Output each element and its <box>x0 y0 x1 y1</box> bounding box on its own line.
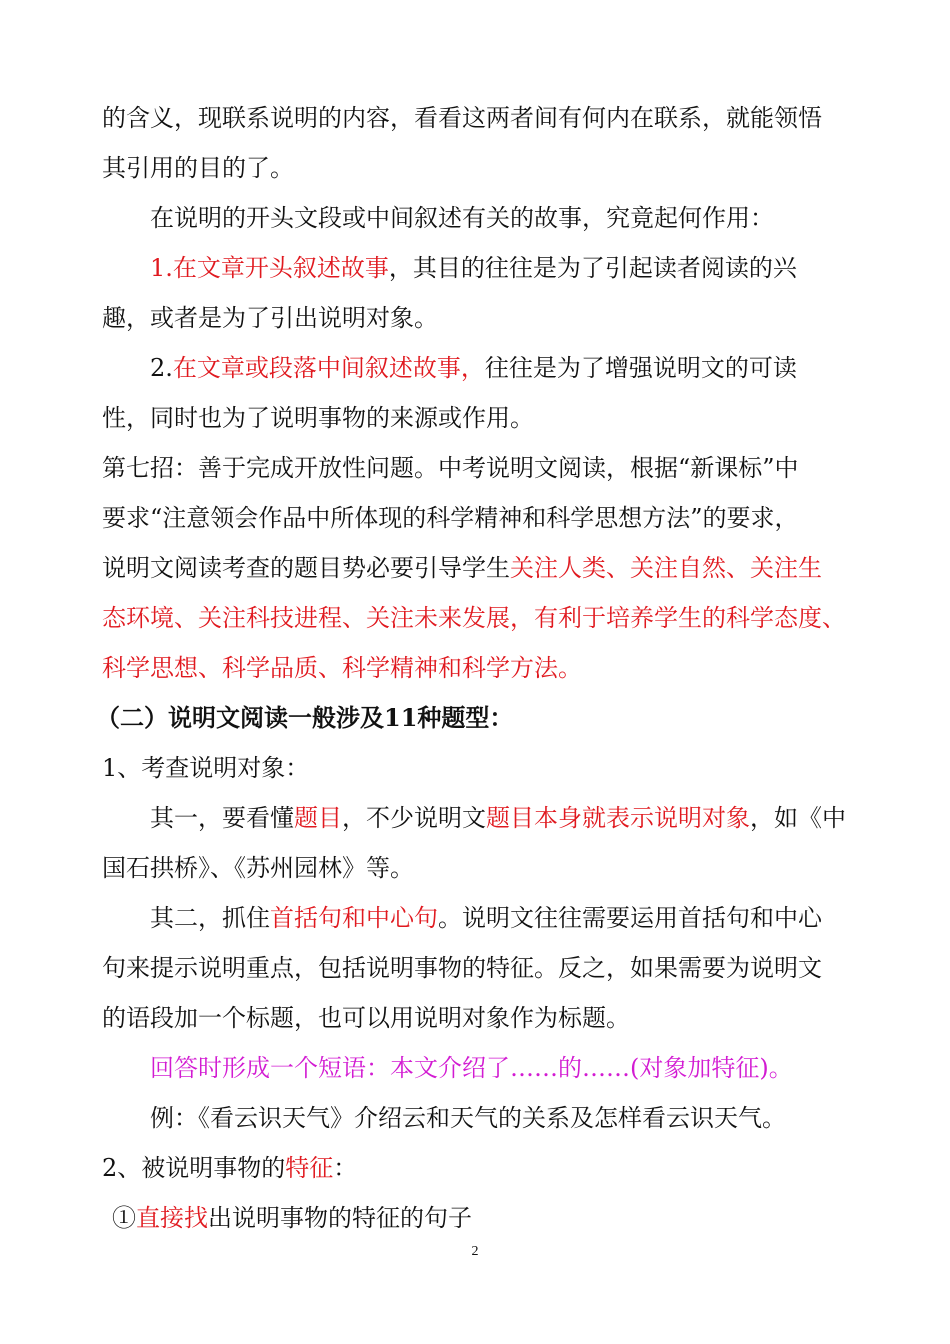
text-line: 1.在文章开头叙述故事，其目的往往是为了引起读者阅读的兴 <box>150 254 797 282</box>
highlight-red: 直接找 <box>136 1204 208 1232</box>
answer-template: 回答时形成一个短语：本文介绍了……的……(对象加特征)。 <box>150 1054 793 1082</box>
highlight-red: 特征 <box>285 1154 334 1182</box>
text-line: 的语段加一个标题，也可以用说明对象作为标题。 <box>102 1004 630 1032</box>
text-line: 第七招：善于完成开放性问题。中考说明文阅读，根据“新课标”中 <box>102 454 799 482</box>
page-number: 2 <box>471 1244 479 1259</box>
text-line: 科学思想、科学品质、科学精神和科学方法。 <box>102 654 582 682</box>
text-line: 要求“注意领会作品中所体现的科学精神和科学思想方法”的要求， <box>102 504 799 532</box>
text-line: 2.在文章或段落中间叙述故事，往往是为了增强说明文的可读 <box>150 354 797 382</box>
text-line: 说明文阅读考查的题目势必要引导学生关注人类、关注自然、关注生 <box>102 554 822 582</box>
text-line: 1、考查说明对象： <box>102 754 310 782</box>
text-line: 的含义，现联系说明的内容，看看这两者间有何内在联系，就能领悟 <box>102 104 822 132</box>
text-line: 趣，或者是为了引出说明对象。 <box>102 304 438 332</box>
highlight-red: 在文章或段落中间叙述故事， <box>172 354 485 382</box>
text-line: 其一，要看懂题目，不少说明文题目本身就表示说明对象，如《中 <box>150 804 846 832</box>
text-line: 例：《看云识天气》介绍云和天气的关系及怎样看云识天气。 <box>150 1104 786 1132</box>
text-line: 其引用的目的了。 <box>102 154 294 182</box>
text-line: 句来提示说明重点，包括说明事物的特征。反之，如果需要为说明文 <box>102 954 822 982</box>
section-heading: （二）说明文阅读一般涉及11种题型： <box>96 703 514 732</box>
highlight-red: 题目本身就表示说明对象 <box>486 804 750 832</box>
text-line: 态环境、关注科技进程、关注未来发展，有利于培养学生的科学态度、 <box>102 604 846 632</box>
text-line: 在说明的开头文段或中间叙述有关的故事，究竟起何作用： <box>150 204 774 232</box>
text-line: 其二，抓住首括句和中心句。说明文往往需要运用首括句和中心 <box>150 904 822 932</box>
text-line: 2、被说明事物的特征： <box>102 1154 358 1182</box>
text-line: 国石拱桥》、《苏州园林》等。 <box>102 854 414 882</box>
text-line: 性，同时也为了说明事物的来源或作用。 <box>102 404 534 432</box>
highlight-red: 题目 <box>294 804 342 832</box>
highlight-red: 关注人类、关注自然、关注生 <box>510 554 822 582</box>
highlight-red: 首括句和中心句 <box>270 904 438 932</box>
highlight-red: 1.在文章开头叙述故事 <box>150 254 389 282</box>
text-line: ①直接找出说明事物的特征的句子 <box>112 1204 472 1232</box>
